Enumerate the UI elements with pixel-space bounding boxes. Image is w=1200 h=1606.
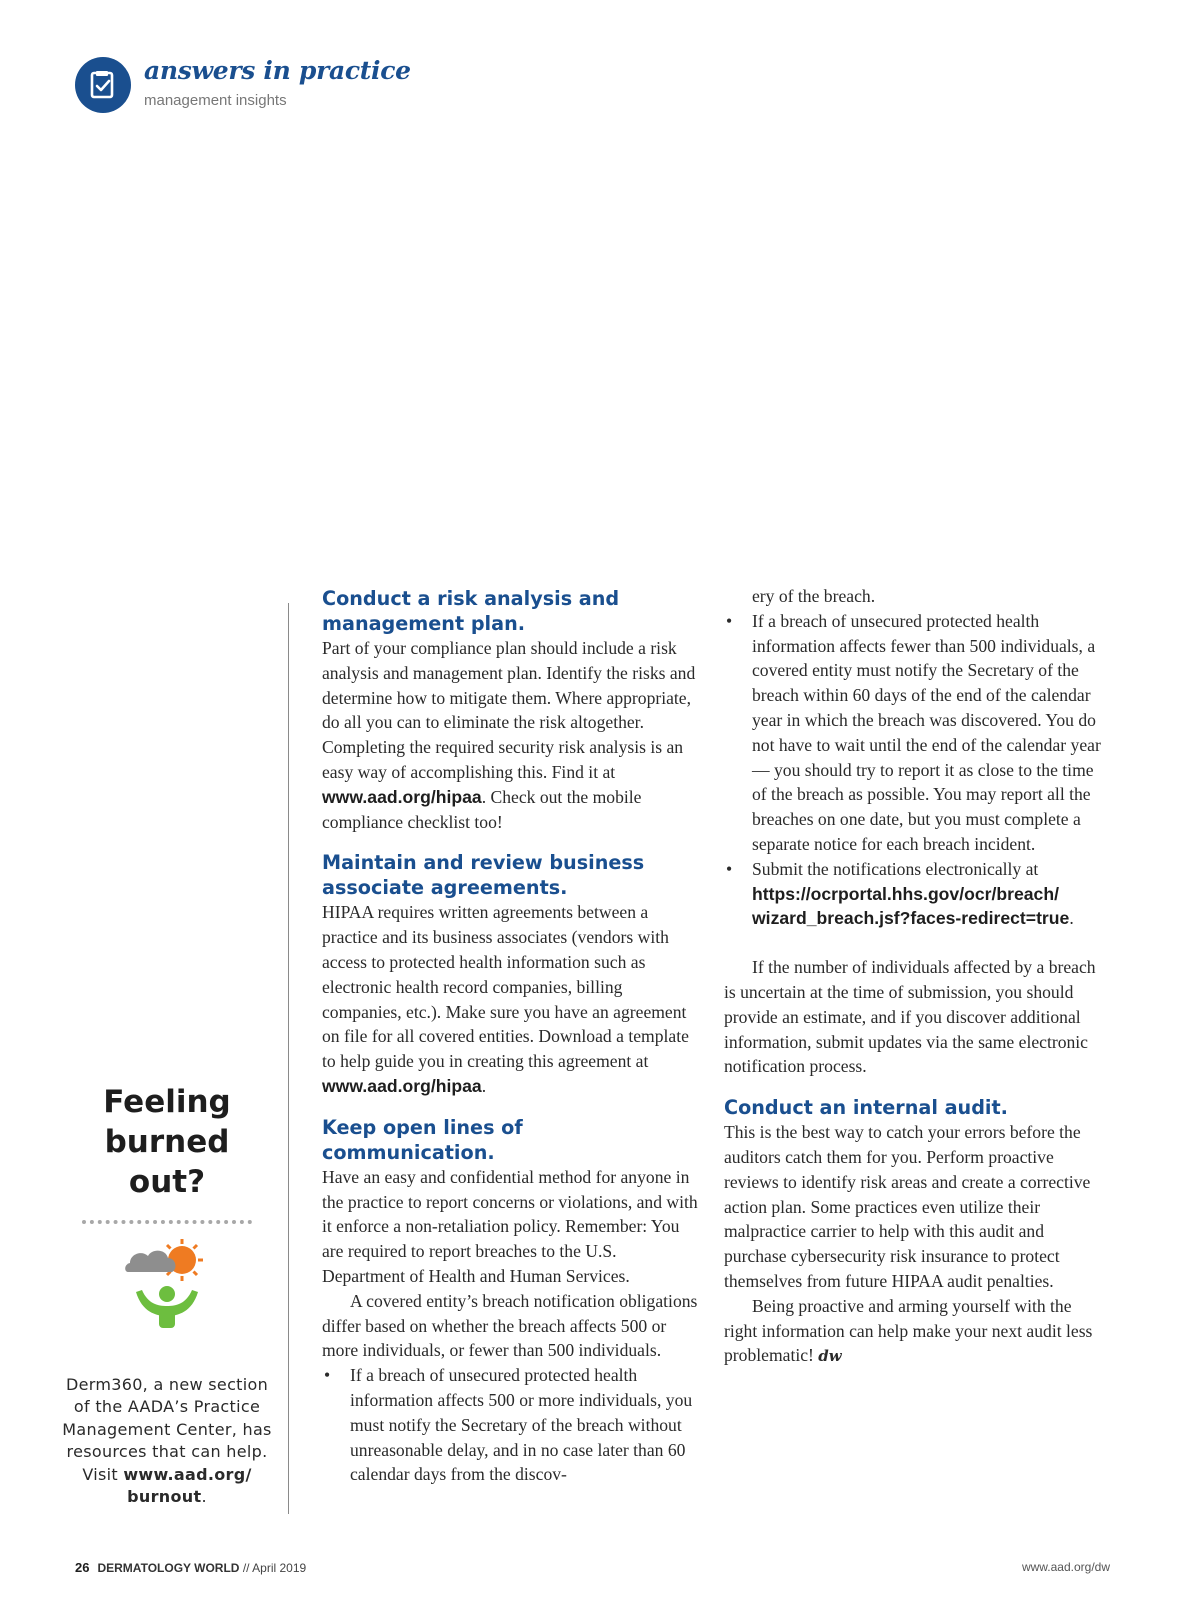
paragraph-text: Part of your compliance plan should include a risk analysis and management plan. Identify the risks and determine how to mitigate them. Where appropriate, do all you can to eliminate the risk altogether. Completing the required security risk analysis is an easy way of accomplishing this. Find it at <box>322 638 696 782</box>
sidebar-text <box>62 1374 272 1508</box>
dw-signoff: dw <box>818 1347 842 1366</box>
breach-obligations-paragraph: A covered entity’s breach notification obligations differ based on whether the breach affects 500 or more individuals, or fewer than 500 individuals. <box>322 1290 698 1361</box>
heading-communication: Keep open lines of communication. <box>322 1115 523 1164</box>
bullet-item <box>724 857 1109 931</box>
bullet-item <box>322 1363 702 1487</box>
sidebar-heading-line: Feeling <box>103 1084 231 1120</box>
sidebar-divider <box>288 603 289 1514</box>
closing-paragraph <box>724 1294 1109 1369</box>
checklist-icon <box>87 69 119 101</box>
paragraph-text: HIPAA requires written agreements between a practice and its business associates (vendors with access to protected health information such as electronic health record companies, billing companies, etc.). Make sure you have an agreement on file for all covered entities. Download a template to help guide you in creating this agreement at <box>322 902 689 1072</box>
section-subtitle: management insights <box>144 92 287 109</box>
business-associates-paragraph <box>322 900 702 1098</box>
section-title: answers in practice <box>144 56 411 85</box>
page-number: 26 <box>75 1560 90 1575</box>
paragraph-text: Being proactive and arming yourself with the right information can help make your next audit less problematic! <box>724 1295 1093 1366</box>
footer-separator: // <box>242 1561 250 1575</box>
sidebar-punct: . <box>201 1487 207 1507</box>
paragraph-text: . Check out the mobile compliance checklist too! <box>322 786 642 832</box>
magazine-name: DERMATOLOGY WORLD <box>97 1561 240 1575</box>
spacer <box>724 931 1109 955</box>
risk-analysis-paragraph <box>322 636 702 834</box>
paragraph-text: . <box>481 1075 487 1096</box>
bullet-dot: • <box>726 610 733 631</box>
sidebar-body: Derm360, a new section of the AADA’s Practice Management Center, has resources that can help. Visit <box>62 1375 272 1484</box>
bullet-dot: • <box>726 858 733 879</box>
sidebar-heading-line: out? <box>128 1164 206 1200</box>
bullet-continuation: ery of the breach. <box>752 586 876 606</box>
heading-risk-analysis: Conduct a risk analysis and management plan. <box>322 587 620 635</box>
spacer <box>322 1099 702 1115</box>
bullet-text: . <box>1069 908 1074 929</box>
burnout-link[interactable]: www.aad.org/ burnout <box>123 1464 252 1507</box>
footer-url[interactable]: www.aad.org/dw <box>1021 1560 1110 1574</box>
spacer <box>322 834 702 850</box>
heading-internal-audit: Conduct an internal audit. <box>724 1096 1008 1120</box>
dotted-divider <box>82 1220 252 1224</box>
bullet-text: If a breach of unsecured protected health information affects 500 or more individuals, you must notify the Secretary of the breach without unreasonable delay, and in no case later than 60 calendar days from the discov- <box>350 1365 693 1485</box>
communication-paragraph: Have an easy and confidential method for anyone in the practice to report concerns or violations, and with it enforce a non-retaliation policy. Remember: You are required to report breaches to the U.S. Department of Health and Human Services. <box>322 1166 698 1286</box>
footer-left <box>75 1560 306 1575</box>
hipaa-link[interactable]: www.aad.org/hipaa <box>322 1075 482 1096</box>
sidebar-heading-line: burned <box>104 1124 230 1160</box>
bullet-item <box>724 609 1109 857</box>
issue-date: April 2019 <box>252 1561 307 1575</box>
audit-paragraph: This is the best way to catch your errors before the auditors catch them for you. Perform proactive reviews to identify risk areas and create a corrective action plan. Some practices even utilize their malpractice carrier to help with this audit and purchase cybersecurity risk insurance to protect themselves from future HIPAA audit penalties. <box>724 1122 1091 1291</box>
ocr-portal-link[interactable]: https://ocrportal.hhs.gov/ocr/breach/ wizard_breach.jsf?faces-redirect=true <box>752 883 1070 929</box>
article-column-2 <box>724 584 1109 1369</box>
hipaa-link[interactable]: www.aad.org/hipaa <box>322 786 482 807</box>
spacer <box>724 1079 1109 1095</box>
estimate-paragraph: If the number of individuals affected by a breach is uncertain at the time of submission, you should provide an estimate, and if you discover additional information, submit updates via the same electronic notification process. <box>724 957 1096 1077</box>
sidebar-heading <box>62 1082 272 1202</box>
bullet-text: Submit the notifications electronically at <box>752 858 1039 879</box>
burnout-person-icon <box>122 1236 212 1336</box>
heading-business-associates: Maintain and review business associate agreements. <box>322 851 645 900</box>
bullet-dot: • <box>324 1365 331 1386</box>
bullet-text: If a breach of unsecured protected health information affects fewer than 500 individuals, a covered entity must notify the Secretary of the breach within 60 days of the end of the calendar year in which the breach was discovered. You do not have to wait until the end of the calendar year — you should try to report it as close to the time of the breach as possible. You may report all the breaches on one date, but you must complete a separate notice for each breach incident. <box>752 610 1101 854</box>
burnout-sidebar <box>62 1082 272 1508</box>
article-column-1 <box>322 586 702 1487</box>
section-logo <box>75 57 131 113</box>
